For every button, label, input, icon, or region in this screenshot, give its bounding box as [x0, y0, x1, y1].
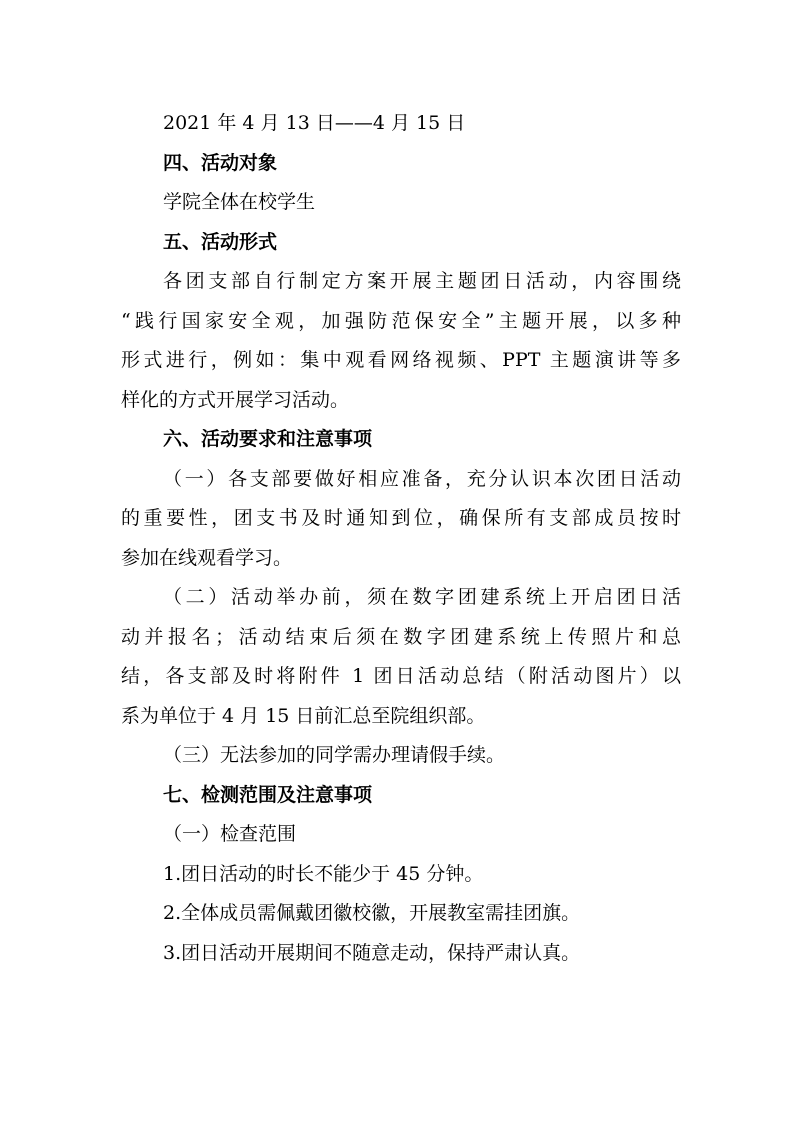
section6-item1-line-2: 的重要性，团支书及时通知到位，确保所有支部成员按时 — [121, 507, 681, 529]
section6-heading: 六、活动要求和注意事项 — [163, 428, 373, 450]
section5-line-1: 各团支部自行制定方案开展主题团日活动，内容围绕 — [163, 270, 681, 292]
section7-item-2: 2.全体成员需佩戴团徽校徽，开展教室需挂团旗。 — [163, 902, 581, 924]
section7-sub-heading: （一）检查范围 — [163, 823, 297, 845]
section4-heading: 四、活动对象 — [163, 151, 278, 174]
section5-line-4: 样化的方式开展学习活动。 — [121, 388, 350, 411]
section6-item2-line-2: 动并报名；活动结束后须在数字团建系统上传照片和总 — [121, 625, 681, 648]
section6-item2-line-3: 结，各支部及时将附件 1 团日活动总结（附活动图片）以 — [121, 665, 681, 687]
section5-line-3: 形式进行，例如：集中观看网络视频、PPT 主题演讲等多 — [121, 349, 681, 371]
section6-item2-line-1: （二）活动举办前，须在数字团建系统上开启团日活 — [163, 586, 681, 608]
section6-item3: （三）无法参加的同学需办理请假手续。 — [163, 744, 506, 766]
document-body — [121, 104, 681, 973]
section7-heading: 七、检测范围及注意事项 — [163, 783, 373, 806]
section7-item-1: 1.团日活动的时长不能少于 45 分钟。 — [163, 862, 484, 885]
section6-item2-line-4: 系为单位于 4 月 15 日前汇总至院组织部。 — [121, 704, 486, 727]
section5-line-2: “践行国家安全观，加强防范保安全”主题开展，以多种 — [121, 309, 681, 332]
section5-heading: 五、活动形式 — [163, 230, 278, 253]
section6-item1-line-1: （一）各支部要做好相应准备，充分认识本次团日活动 — [163, 467, 681, 490]
section6-item1-line-3: 参加在线观看学习。 — [121, 546, 293, 569]
date-range-line: 2021 年 4 月 13 日——4 月 15 日 — [163, 112, 466, 134]
section7-item-3: 3.团日活动开展期间不随意走动，保持严肃认真。 — [163, 941, 581, 964]
section4-body: 学院全体在校学生 — [163, 191, 316, 213]
